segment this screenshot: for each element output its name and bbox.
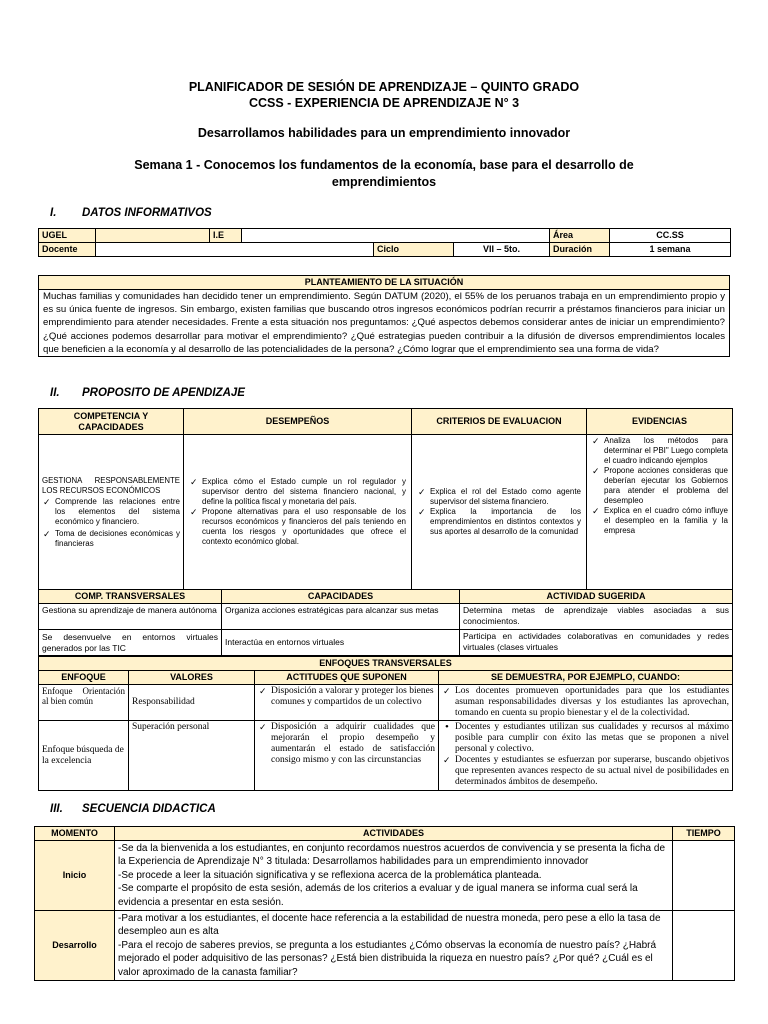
header-criterios: CRITERIOS DE EVALUACION — [412, 409, 587, 435]
ciclo-value: VII – 5to. — [454, 243, 550, 257]
transversal-comp-2: Se desenvuelve en entornos virtuales generados por las TIC — [39, 630, 222, 656]
header-evidencias: EVIDENCIAS — [587, 409, 733, 435]
header-competencia: COMPETENCIA Y CAPACIDADES — [39, 409, 184, 435]
criterio-item: ✓ Explica el rol del Estado como agente supervisor del sistema financiero. — [417, 487, 581, 507]
desarrollo-paragraph: -Para el recojo de saberes previos, se pregunta a los estudiantes ¿Cómo observas la economía de nuestro país? ¿Habrá mejorado el poder adquisitivo de las personas? ¿Está bien distribuida la riqueza en nuestro país? ¿Por qué? ¿Cuál es el valor aproximado de la canasta familiar? — [118, 939, 657, 978]
transversal-capacidad-1: Organiza acciones estratégicas para alcanzar sus metas — [222, 604, 460, 630]
inicio-paragraph: -Se procede a leer la situación significativa y se reflexiona acerca de la problemática planteada. — [118, 869, 542, 881]
demuestra-2b: ✓ Docentes y estudiantes se esfuerzan por superarse, buscando objetivos que representen avances respecto de su actual nivel de posibilidades en determinados ámbitos de desempeño. — [442, 755, 729, 788]
capacidad-item: ✓ Toma de decisiones económicas y financieras — [42, 529, 180, 549]
actitud-1-cell — [255, 685, 439, 721]
header-enfoque: ENFOQUE — [39, 671, 129, 685]
actividades-inicio — [115, 841, 673, 911]
momento-desarrollo: Desarrollo — [35, 911, 115, 981]
section-heading-datos: I. DATOS INFORMATIVOS — [50, 207, 212, 219]
duracion-value: 1 semana — [610, 243, 731, 257]
section-heading-proposito: II. PROPOSITO DE APENDIZAJE — [50, 387, 245, 399]
ie-label: I.E — [210, 229, 242, 243]
valor-1: Responsabilidad — [129, 685, 255, 721]
evidencias-cell — [587, 435, 733, 590]
ciclo-label: Ciclo — [374, 243, 454, 257]
desempenos-cell — [184, 435, 412, 590]
situacion-text: Muchas familias y comunidades han decidido tener un emprendimiento. Según DATUM (2020), el 55% de los peruanos trabaja en un emprendimiento propio y es su única fuente de ingresos. Sin embargo, existen familias que buscando otros ingresos económicos podrían recurrir a préstamos financieros para iniciar un emprendimiento para atender necesidades. Frente a esta situación nos preguntamos: ¿Qué aspectos debemos considerar antes de iniciar un emprendimiento? ¿Qué acciones podemos desarrollar para motivar el emprendimiento? ¿Qué estrategias pueden contribuir a la difusión de diversos emprendimientos locales que beneficien a la economía y al desarrollo de las potencialidades de la persona? ¿Cómo lograr que el emprendimiento sea una forma de vida? — [39, 290, 730, 357]
criterio-item: ✓ Explica la importancia de los emprendimientos en distintos contextos y sus aportes al desarrollo de la comunidad — [417, 507, 581, 537]
actitud-2: ✓ Disposición a adquirir cualidades que mejorarán el propio desempeño y aumentarán el estado de satisfacción consigo mismo y con las circunstancias — [258, 722, 435, 766]
enfoques-title: ENFOQUES TRANSVERSALES — [39, 657, 733, 671]
inicio-paragraph: -Se da la bienvenida a los estudiantes, en conjunto recordamos nuestros acuerdos de convivencia y se presenta la ficha de la Experiencia de Aprendizaje N° 3 titulada: Desarrollamos habilidades para un emprendimiento innovador — [118, 843, 666, 868]
ugel-value — [96, 229, 210, 243]
document-subtitle-ccss: CCSS - EXPERIENCIA DE APRENDIZAJE N° 3 — [248, 96, 520, 110]
situacion-table — [38, 275, 730, 357]
document-title: PLANIFICADOR DE SESIÓN DE APRENDIZAJE – QUINTO GRADO — [188, 80, 580, 94]
duracion-label: Duración — [550, 243, 610, 257]
enfoque-1: Enfoque Orientación al bien común — [39, 685, 129, 721]
area-value: CC.SS — [610, 229, 731, 243]
criterios-cell — [412, 435, 587, 590]
desarrollo-paragraph: -Para motivar a los estudiantes, el docente hace referencia a la estabilidad de nuestra moneda, pero pese a ello la tasa de desempleo aun es alta — [118, 913, 661, 938]
competencia-cell — [39, 435, 184, 590]
proposito-table — [38, 408, 733, 590]
situacion-header: PLANTEAMIENTO DE LA SITUACIÓN — [39, 276, 730, 290]
evidencia-item: ✓ Explica en el cuadro cómo influye el desempleo en la familia y la empresa — [591, 506, 728, 536]
actividades-desarrollo — [115, 911, 673, 981]
actitud-1: ✓ Disposición a valorar y proteger los bienes comunes y compartidos de un colectivo — [258, 686, 435, 708]
demuestra-1-cell — [439, 685, 733, 721]
transversales-table — [38, 589, 733, 656]
week-title-line2: emprendimientos — [331, 175, 437, 189]
actitud-2-cell — [255, 721, 439, 791]
competencia-name: GESTIONA RESPONSABLEMENTE LOS RECURSOS ECONÓMICOS — [42, 475, 180, 495]
demuestra-2-cell — [439, 721, 733, 791]
ugel-label: UGEL — [39, 229, 96, 243]
desempeno-item: ✓ Explica cómo el Estado cumple un rol regulador y supervisor dentro del sistema financiero nacional, y define la política fiscal y monetaria del país. — [189, 477, 406, 507]
datos-informativos-table — [38, 228, 731, 257]
evidencia-item: ✓ Analiza los métodos para determinar el PBI" Luego completa el cuadro indicando ejemplos — [591, 436, 728, 466]
tiempo-desarrollo — [673, 911, 735, 981]
header-actividades: ACTIVIDADES — [115, 827, 673, 841]
docente-value — [96, 243, 374, 257]
enfoque-2: Enfoque búsqueda de la excelencia — [39, 721, 129, 791]
demuestra-1: ✓ Los docentes promueven oportunidades para que los estudiantes asuman responsabilidades diversas y los estudiantes las aprovechan, tomando en cuenta su propio bienestar y el de la colectividad. — [442, 686, 729, 719]
transversal-actividad-1: Determina metas de aprendizaje viables asociadas a sus conocimientos. — [460, 604, 733, 630]
valor-2: Superación personal — [129, 721, 255, 791]
header-se-demuestra: SE DEMUESTRA, POR EJEMPLO, CUANDO: — [439, 671, 733, 685]
ie-value — [242, 229, 550, 243]
header-capacidades: CAPACIDADES — [222, 590, 460, 604]
transversal-capacidad-2: Interactúa en entornos virtuales — [222, 630, 460, 656]
header-tiempo: TIEMPO — [673, 827, 735, 841]
area-label: Área — [550, 229, 610, 243]
desempeno-item: ✓ Propone alternativas para el uso responsable de los recursos económicos y financieros del país teniendo en cuenta los riesgos y oportunidades que ofrece el contexto económico global. — [189, 507, 406, 547]
section-heading-secuencia: III. SECUENCIA DIDACTICA — [50, 803, 216, 815]
docente-label: Docente — [39, 243, 96, 257]
header-momento: MOMENTO — [35, 827, 115, 841]
capacidad-item: ✓ Comprende las relaciones entre los elementos del sistema económico y financiero. — [42, 497, 180, 527]
transversal-comp-1: Gestiona su aprendizaje de manera autónoma — [39, 604, 222, 630]
header-valores: VALORES — [129, 671, 255, 685]
secuencia-table — [34, 826, 735, 981]
transversal-actividad-2: Participa en actividades colaborativas en comunidades y redes virtuales (clases virtuales — [460, 630, 733, 656]
evidencia-item: ✓ Propone acciones consideras que deberían ejecutar los Gobiernos para atender el problema del desempleo — [591, 466, 728, 506]
header-desempenos: DESEMPEÑOS — [184, 409, 412, 435]
enfoques-table — [38, 656, 733, 791]
demuestra-2a: • Docentes y estudiantes utilizan sus cualidades y recursos al máximo posible para cumplir con éxito las metas que se proponen a nivel personal y colectivo. — [442, 722, 729, 755]
experience-title: Desarrollamos habilidades para un emprendimiento innovador — [197, 126, 571, 140]
week-title-line1: Semana 1 - Conocemos los fundamentos de la economía, base para el desarrollo de — [134, 158, 634, 172]
header-actividad-sugerida: ACTIVIDAD SUGERIDA — [460, 590, 733, 604]
header-comp-transversales: COMP. TRANSVERSALES — [39, 590, 222, 604]
header-actitudes: ACTITUDES QUE SUPONEN — [255, 671, 439, 685]
inicio-paragraph: -Se comparte el propósito de esta sesión, además de los criterios a evaluar y de igual manera se informa cual será la evidencia a presentar en esta sesión. — [118, 883, 638, 908]
tiempo-inicio — [673, 841, 735, 911]
momento-inicio: Inicio — [35, 841, 115, 911]
